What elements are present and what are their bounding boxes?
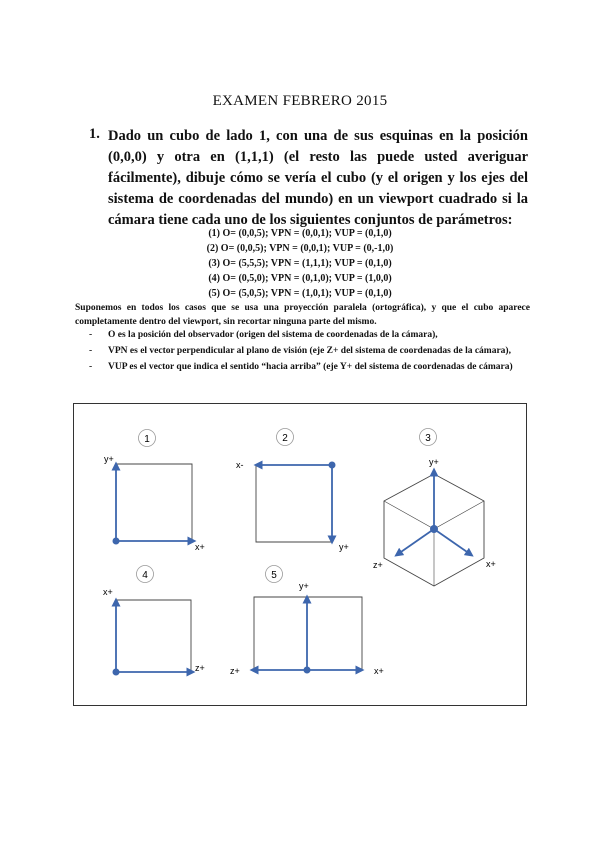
axis-label: x+ (195, 542, 205, 552)
bullet-text: VPN es el vector perpendicular al plano de visión (eje Z+ del sistema de coordenadas de la cámara), (108, 346, 511, 356)
question-text: Dado un cubo de lado 1, con una de sus esquinas en la posición (0,0,0) y otra en (1,1,1) (el resto las puede usted averiguar fácilmente), dibuje cómo se vería el cubo (y el origen y los ejes del sistema de coordenadas del mundo) en un viewport cuadrado si la cámara tiene cada uno de los siguientes conjuntos de parámetros: (108, 128, 528, 228)
list-item (89, 360, 529, 374)
view-number: 5 (271, 570, 277, 581)
axis-label: z+ (195, 663, 205, 673)
cube-outline (116, 464, 192, 541)
axis-label: z+ (373, 560, 383, 570)
bullet-dash: - (89, 362, 93, 372)
origin-point (329, 462, 336, 469)
view-number: 3 (425, 433, 431, 444)
param-line: (1) O= (0,0,5); VPN = (0,0,1); VUP = (0,1,0) (208, 228, 392, 239)
axis-label: x+ (486, 559, 496, 569)
bullet-text: O es la posición del observador (origen del sistema de coordenadas de la cámara), (108, 330, 438, 340)
definitions-list (89, 328, 529, 376)
view-4 (103, 566, 205, 676)
list-item (89, 344, 529, 358)
param-line: (2) O= (0,0,5); VPN = (0,0,1); VUP = (0,-1,0) (206, 243, 394, 254)
view-1 (104, 430, 205, 553)
assumption-paragraph: Suponemos en todos los casos que se usa una proyección paralela (ortográfica), y que el cubo aparece completamente dentro del viewport, sin recortar ninguna parte del mismo. (75, 303, 530, 327)
origin-point (113, 538, 120, 545)
view-number: 4 (142, 570, 148, 581)
axis-label: x+ (103, 587, 113, 597)
solution-diagram (74, 404, 526, 705)
axis-label: x- (236, 460, 244, 470)
axis-label: y+ (429, 457, 439, 467)
bullet-dash: - (89, 346, 93, 356)
x-axis-arrow (434, 529, 470, 554)
exam-title: EXAMEN FEBRERO 2015 (212, 93, 388, 109)
bullet-dash: - (89, 330, 93, 340)
param-line: (5) O= (5,0,5); VPN = (1,0,1); VUP = (0,1,0) (208, 288, 392, 299)
param-line: (3) O= (5,5,5); VPN = (1,1,1); VUP = (0,1,0) (208, 258, 392, 269)
cube-outline (254, 597, 362, 670)
origin-point (113, 669, 120, 676)
camera-parameters (0, 226, 600, 301)
z-axis-arrow (398, 529, 434, 554)
cube-outline (116, 600, 191, 672)
origin-point (304, 667, 311, 674)
solution-figure (73, 403, 527, 706)
bullet-text: VUP es el vector que indica el sentido “hacia arriba” (eje Y+ del sistema de coordenadas de cámara) (108, 362, 513, 372)
view-number: 1 (144, 434, 150, 445)
view-number: 2 (282, 433, 288, 444)
view-2 (236, 429, 349, 553)
axis-label: y+ (299, 581, 309, 591)
axis-label: y+ (104, 454, 114, 464)
question-number: 1. (89, 126, 100, 142)
axis-label: x+ (374, 666, 384, 676)
cube-outline (256, 465, 332, 542)
view-3 (373, 429, 496, 587)
origin-point (430, 525, 438, 533)
list-item (89, 328, 529, 342)
axis-label: z+ (230, 666, 240, 676)
view-5 (230, 566, 384, 677)
param-line: (4) O= (0,5,0); VPN = (0,1,0); VUP = (1,0,0) (208, 273, 392, 284)
axis-label: y+ (339, 542, 349, 552)
